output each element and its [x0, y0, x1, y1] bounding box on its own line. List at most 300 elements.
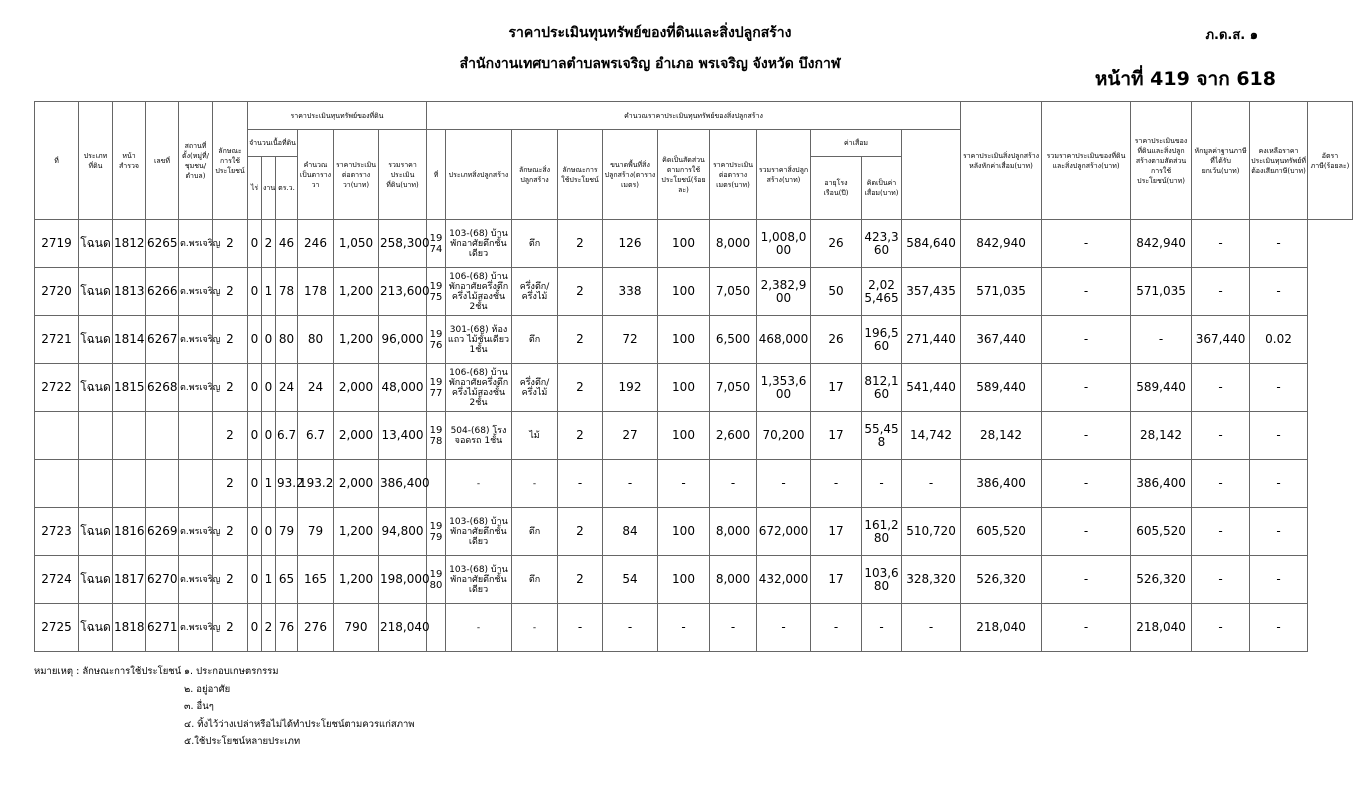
footnote-label: หมายเหตุ : ลักษณะการใช้ประโยชน์: [34, 666, 182, 677]
usage-cell: 2: [213, 220, 248, 268]
col-price-per-wa: ราคาประเมินต่อตารางวา(บาท): [334, 130, 379, 220]
building-total-cell: 468,000: [757, 316, 811, 364]
ngan-cell: 0: [262, 412, 276, 460]
building-nature-cell: -: [512, 460, 558, 508]
grand-total-cell: 589,440: [961, 364, 1042, 412]
survey-page-cell: [113, 412, 146, 460]
area-sqwa-cell: 80: [298, 316, 334, 364]
building-total-cell: -: [757, 460, 811, 508]
building-percent-cell: 100: [658, 268, 710, 316]
building-no-cell: 1974: [427, 220, 446, 268]
table-row: [35, 604, 1353, 652]
proportional-cell: -: [1042, 316, 1131, 364]
rai-cell: 0: [248, 604, 262, 652]
office-name: สำนักงานเทศบาลตำบลพรเจริญ อำเภอ พรเจริญ จังหวัด บึงกาฬ: [459, 56, 841, 72]
after-dep-cell: -: [902, 604, 961, 652]
building-type-cell: 103-(68) บ้านพักอาศัยตึกชั้นเดียว: [446, 508, 512, 556]
col-survey-page: หน้าสำรวจ: [113, 102, 146, 220]
col-building-after-dep: ราคาประเมินสิ่งปลูกสร้างหลังหักค่าเสื่อม(บาท): [961, 102, 1042, 220]
doc-no-cell: 6268: [146, 364, 179, 412]
col-land-total: รวมราคาประเมินที่ดิน(บาท): [379, 130, 427, 220]
remaining-cell: -: [1192, 460, 1250, 508]
wa-cell: 79: [276, 508, 298, 556]
building-nature-cell: ครึ่งตึก/ครึ่งไม้: [512, 364, 558, 412]
col-group-area: จำนวนเนื้อที่ดิน: [248, 130, 298, 157]
land-type-cell: โฉนด: [79, 364, 113, 412]
building-no-cell: 1975: [427, 268, 446, 316]
col-age: อายุโรงเรือน(ปี): [811, 157, 862, 220]
col-building-nature: ลักษณะสิ่งปลูกสร้าง: [512, 130, 558, 220]
building-percent-cell: 100: [658, 220, 710, 268]
col-grand-total: รวมราคาประเมินของที่ดินและสิ่งปลูกสร้าง(บาท): [1042, 102, 1131, 220]
usage-cell: 2: [213, 556, 248, 604]
price-per-wa-cell: 1,050: [334, 220, 379, 268]
col-building-percent: คิดเป็นสัดส่วนตามการใช้ประโยชน์(ร้อยละ): [658, 130, 710, 220]
after-dep-cell: 271,440: [902, 316, 961, 364]
proportional-cell: -: [1042, 364, 1131, 412]
area-sqwa-cell: 246: [298, 220, 334, 268]
building-type-cell: 106-(68) บ้านพักอาศัยครึ่งตึกครึ่งไม้สองชั้น 2ชั้น: [446, 364, 512, 412]
footnote-item: ๑. ประกอบเกษตรกรรม: [184, 666, 279, 677]
wa-cell: 80: [276, 316, 298, 364]
location-cell: ต.พรเจริญ: [179, 604, 213, 652]
building-nature-cell: ตึก: [512, 220, 558, 268]
building-nature-cell: ตึก: [512, 508, 558, 556]
tax-rate-cell: -: [1250, 268, 1308, 316]
after-dep-cell: 541,440: [902, 364, 961, 412]
remaining-cell: 367,440: [1192, 316, 1250, 364]
col-group-depreciation: ค่าเสื่อม: [811, 130, 902, 157]
land-type-cell: โฉนด: [79, 604, 113, 652]
location-cell: ต.พรเจริญ: [179, 268, 213, 316]
col-building-price-m2: ราคาประเมินต่อตารางเมตร(บาท): [710, 130, 757, 220]
building-usage-cell: -: [558, 604, 603, 652]
building-percent-cell: 100: [658, 316, 710, 364]
ngan-cell: 1: [262, 460, 276, 508]
grand-total-cell: 218,040: [961, 604, 1042, 652]
building-area-cell: 72: [603, 316, 658, 364]
land-total-cell: 386,400: [379, 460, 427, 508]
ngan-cell: 2: [262, 604, 276, 652]
col-land-type: ประเภทที่ดิน: [79, 102, 113, 220]
building-nature-cell: ตึก: [512, 556, 558, 604]
area-sqwa-cell: 276: [298, 604, 334, 652]
page-indicator: หน้าที่ 419 จาก 618: [1094, 68, 1276, 90]
building-price-m2-cell: -: [710, 460, 757, 508]
remaining-cell: -: [1192, 220, 1250, 268]
doc-no-cell: 6265: [146, 220, 179, 268]
age-cell: 50: [811, 268, 862, 316]
land-total-cell: 258,300: [379, 220, 427, 268]
building-total-cell: -: [757, 604, 811, 652]
col-building-total: รวมราคาสิ่งปลูกสร้าง(บาท): [757, 130, 811, 220]
survey-page-cell: 1816: [113, 508, 146, 556]
table-row: [35, 268, 1353, 316]
exemption-cell: 526,320: [1131, 556, 1192, 604]
col-rai: ไร่: [248, 157, 262, 220]
remaining-cell: -: [1192, 508, 1250, 556]
survey-page-cell: 1814: [113, 316, 146, 364]
table-row: [35, 412, 1353, 460]
table-row: [35, 556, 1353, 604]
grand-total-cell: 571,035: [961, 268, 1042, 316]
depreciation-cell: 103,680: [862, 556, 902, 604]
footnote-item: ๒. อยู่อาศัย: [184, 683, 231, 695]
building-type-cell: 106-(68) บ้านพักอาศัยครึ่งตึกครึ่งไม้สองชั้น 2ชั้น: [446, 268, 512, 316]
wa-cell: 6.7: [276, 412, 298, 460]
usage-cell: 2: [213, 412, 248, 460]
building-area-cell: 27: [603, 412, 658, 460]
building-total-cell: 70,200: [757, 412, 811, 460]
price-per-wa-cell: 1,200: [334, 556, 379, 604]
building-price-m2-cell: 6,500: [710, 316, 757, 364]
building-nature-cell: ครึ่งตึก/ครึ่งไม้: [512, 268, 558, 316]
area-sqwa-cell: 178: [298, 268, 334, 316]
building-price-m2-cell: 7,050: [710, 268, 757, 316]
depreciation-cell: 196,560: [862, 316, 902, 364]
col-usage: ลักษณะการใช้ประโยชน์: [213, 102, 248, 220]
building-usage-cell: 2: [558, 556, 603, 604]
after-dep-cell: -: [902, 460, 961, 508]
tax-rate-cell: -: [1250, 508, 1308, 556]
land-type-cell: โฉนด: [79, 268, 113, 316]
survey-page-cell: 1812: [113, 220, 146, 268]
usage-cell: 2: [213, 268, 248, 316]
row-no: 2724: [35, 556, 79, 604]
grand-total-cell: 842,940: [961, 220, 1042, 268]
area-sqwa-cell: 193.2: [298, 460, 334, 508]
age-cell: 17: [811, 556, 862, 604]
price-per-wa-cell: 2,000: [334, 364, 379, 412]
exemption-cell: 589,440: [1131, 364, 1192, 412]
area-sqwa-cell: 165: [298, 556, 334, 604]
wa-cell: 78: [276, 268, 298, 316]
building-type-cell: -: [446, 460, 512, 508]
rai-cell: 0: [248, 220, 262, 268]
grand-total-cell: 605,520: [961, 508, 1042, 556]
building-percent-cell: 100: [658, 412, 710, 460]
table-row: [35, 508, 1353, 556]
depreciation-cell: -: [862, 460, 902, 508]
building-total-cell: 432,000: [757, 556, 811, 604]
price-per-wa-cell: 790: [334, 604, 379, 652]
tax-rate-cell: -: [1250, 460, 1308, 508]
col-ngan: งาน: [262, 157, 276, 220]
building-no-cell: 1979: [427, 508, 446, 556]
doc-no-cell: [146, 412, 179, 460]
footnote: [34, 663, 415, 751]
survey-page-cell: 1815: [113, 364, 146, 412]
age-cell: 17: [811, 412, 862, 460]
doc-no-cell: 6269: [146, 508, 179, 556]
depreciation-cell: 55,458: [862, 412, 902, 460]
table-row: [35, 220, 1353, 268]
ngan-cell: 1: [262, 556, 276, 604]
remaining-cell: -: [1192, 412, 1250, 460]
land-type-cell: โฉนด: [79, 508, 113, 556]
footnote-item: ๓. อื่นๆ: [184, 701, 214, 712]
grand-total-cell: 367,440: [961, 316, 1042, 364]
row-no: [35, 460, 79, 508]
doc-no-cell: 6266: [146, 268, 179, 316]
wa-cell: 24: [276, 364, 298, 412]
location-cell: [179, 460, 213, 508]
doc-no-cell: 6271: [146, 604, 179, 652]
building-total-cell: 1,353,600: [757, 364, 811, 412]
col-dep-amount: คิดเป็นค่าเสื่อม(บาท): [862, 157, 902, 220]
exemption-cell: 571,035: [1131, 268, 1192, 316]
building-type-cell: 103-(68) บ้านพักอาศัยตึกชั้นเดียว: [446, 220, 512, 268]
building-price-m2-cell: 8,000: [710, 556, 757, 604]
building-usage-cell: 2: [558, 268, 603, 316]
area-sqwa-cell: 24: [298, 364, 334, 412]
building-area-cell: 54: [603, 556, 658, 604]
survey-page-cell: [113, 460, 146, 508]
grand-total-cell: 28,142: [961, 412, 1042, 460]
usage-cell: 2: [213, 604, 248, 652]
proportional-cell: -: [1042, 460, 1131, 508]
rai-cell: 0: [248, 508, 262, 556]
land-total-cell: 96,000: [379, 316, 427, 364]
building-area-cell: -: [603, 460, 658, 508]
ngan-cell: 0: [262, 316, 276, 364]
building-percent-cell: 100: [658, 364, 710, 412]
after-dep-cell: 14,742: [902, 412, 961, 460]
location-cell: ต.พรเจริญ: [179, 316, 213, 364]
col-area-sqwa: คำนวณเป็นตารางวา: [298, 130, 334, 220]
building-area-cell: 126: [603, 220, 658, 268]
usage-cell: 2: [213, 460, 248, 508]
rai-cell: 0: [248, 460, 262, 508]
building-total-cell: 2,382,900: [757, 268, 811, 316]
wa-cell: 46: [276, 220, 298, 268]
ngan-cell: 1: [262, 268, 276, 316]
location-cell: ต.พรเจริญ: [179, 220, 213, 268]
land-total-cell: 218,040: [379, 604, 427, 652]
wa-cell: 93.2: [276, 460, 298, 508]
rai-cell: 0: [248, 412, 262, 460]
location-cell: [179, 412, 213, 460]
wa-cell: 76: [276, 604, 298, 652]
depreciation-cell: 812,160: [862, 364, 902, 412]
proportional-cell: -: [1042, 604, 1131, 652]
col-building-type: ประเภทสิ่งปลูกสร้าง: [446, 130, 512, 220]
usage-cell: 2: [213, 316, 248, 364]
col-proportional: ราคาประเมินของที่ดินและสิ่งปลูกสร้างตามสัดส่วนการใช้ประโยชน์(บาท): [1131, 102, 1192, 220]
building-no-cell: 1976: [427, 316, 446, 364]
exemption-cell: 218,040: [1131, 604, 1192, 652]
depreciation-cell: 2,025,465: [862, 268, 902, 316]
age-cell: 17: [811, 508, 862, 556]
building-total-cell: 1,008,000: [757, 220, 811, 268]
land-type-cell: [79, 412, 113, 460]
row-no: 2723: [35, 508, 79, 556]
exemption-cell: 842,940: [1131, 220, 1192, 268]
col-wa: ตร.ว.: [276, 157, 298, 220]
area-sqwa-cell: 79: [298, 508, 334, 556]
building-type-cell: 301-(68) ห้องแถว ไม้ชั้นเดียว 1ชั้น: [446, 316, 512, 364]
building-price-m2-cell: 8,000: [710, 508, 757, 556]
row-no: 2725: [35, 604, 79, 652]
col-exemption: หักมูลค่าฐานภาษีที่ได้รับยกเว้น(บาท): [1192, 102, 1250, 220]
rai-cell: 0: [248, 316, 262, 364]
land-type-cell: [79, 460, 113, 508]
table-row: [35, 460, 1353, 508]
doc-no-cell: 6267: [146, 316, 179, 364]
col-doc-no: เลขที่: [146, 102, 179, 220]
building-price-m2-cell: 2,600: [710, 412, 757, 460]
building-percent-cell: 100: [658, 556, 710, 604]
building-usage-cell: 2: [558, 220, 603, 268]
price-per-wa-cell: 1,200: [334, 508, 379, 556]
building-price-m2-cell: -: [710, 604, 757, 652]
depreciation-cell: 161,280: [862, 508, 902, 556]
location-cell: ต.พรเจริญ: [179, 364, 213, 412]
remaining-cell: -: [1192, 556, 1250, 604]
tax-rate-cell: -: [1250, 412, 1308, 460]
building-total-cell: 672,000: [757, 508, 811, 556]
building-area-cell: -: [603, 604, 658, 652]
col-tax-rate: อัตราภาษี(ร้อยละ): [1308, 102, 1353, 220]
building-usage-cell: -: [558, 460, 603, 508]
age-cell: -: [811, 604, 862, 652]
building-no-cell: 1980: [427, 556, 446, 604]
table-row: [35, 364, 1353, 412]
exemption-cell: 28,142: [1131, 412, 1192, 460]
tax-rate-cell: -: [1250, 604, 1308, 652]
row-no: 2721: [35, 316, 79, 364]
row-no: [35, 412, 79, 460]
remaining-cell: -: [1192, 364, 1250, 412]
price-per-wa-cell: 2,000: [334, 460, 379, 508]
location-cell: ต.พรเจริญ: [179, 556, 213, 604]
rai-cell: 0: [248, 268, 262, 316]
building-area-cell: 192: [603, 364, 658, 412]
land-total-cell: 213,600: [379, 268, 427, 316]
wa-cell: 65: [276, 556, 298, 604]
price-per-wa-cell: 1,200: [334, 316, 379, 364]
survey-page-cell: 1818: [113, 604, 146, 652]
proportional-cell: -: [1042, 556, 1131, 604]
tax-rate-cell: -: [1250, 220, 1308, 268]
col-location: สถานที่ตั้ง(หมู่ที่/ชุมชน/ตำบล): [179, 102, 213, 220]
depreciation-cell: -: [862, 604, 902, 652]
land-type-cell: โฉนด: [79, 316, 113, 364]
ngan-cell: 2: [262, 220, 276, 268]
col-building-usage: ลักษณะการใช้ประโยชน์: [558, 130, 603, 220]
building-usage-cell: 2: [558, 412, 603, 460]
col-group-building: คำนวณราคาประเมินทุนทรัพย์ของสิ่งปลูกสร้าง: [427, 102, 961, 130]
assessment-table: [34, 101, 1353, 652]
doc-no-cell: 6270: [146, 556, 179, 604]
land-type-cell: โฉนด: [79, 220, 113, 268]
tax-rate-cell: -: [1250, 556, 1308, 604]
location-cell: ต.พรเจริญ: [179, 508, 213, 556]
area-sqwa-cell: 6.7: [298, 412, 334, 460]
building-nature-cell: -: [512, 604, 558, 652]
after-dep-cell: 357,435: [902, 268, 961, 316]
survey-page-cell: 1813: [113, 268, 146, 316]
age-cell: 26: [811, 316, 862, 364]
grand-total-cell: 526,320: [961, 556, 1042, 604]
building-type-cell: 103-(68) บ้านพักอาศัยตึกชั้นเดียว: [446, 556, 512, 604]
land-type-cell: โฉนด: [79, 556, 113, 604]
proportional-cell: -: [1042, 220, 1131, 268]
building-nature-cell: ไม้: [512, 412, 558, 460]
col-building-no: ที่: [427, 130, 446, 220]
building-area-cell: 338: [603, 268, 658, 316]
exemption-cell: 605,520: [1131, 508, 1192, 556]
usage-cell: 2: [213, 508, 248, 556]
exemption-cell: 386,400: [1131, 460, 1192, 508]
footnote-item: ๕.ใช้ประโยชน์หลายประเภท: [184, 736, 301, 747]
proportional-cell: -: [1042, 268, 1131, 316]
land-total-cell: 198,000: [379, 556, 427, 604]
building-percent-cell: 100: [658, 508, 710, 556]
doc-no-cell: [146, 460, 179, 508]
building-usage-cell: 2: [558, 508, 603, 556]
proportional-cell: -: [1042, 412, 1131, 460]
building-type-cell: -: [446, 604, 512, 652]
building-percent-cell: -: [658, 604, 710, 652]
land-total-cell: 94,800: [379, 508, 427, 556]
row-no: 2719: [35, 220, 79, 268]
building-nature-cell: ตึก: [512, 316, 558, 364]
tax-rate-cell: 0.02: [1250, 316, 1308, 364]
col-group-land: ราคาประเมินทุนทรัพย์ของที่ดิน: [248, 102, 427, 130]
building-usage-cell: 2: [558, 364, 603, 412]
remaining-cell: -: [1192, 604, 1250, 652]
building-percent-cell: -: [658, 460, 710, 508]
tax-rate-cell: -: [1250, 364, 1308, 412]
price-per-wa-cell: 2,000: [334, 412, 379, 460]
row-no: 2722: [35, 364, 79, 412]
building-type-cell: 504-(68) โรงจอดรถ 1ชั้น: [446, 412, 512, 460]
usage-cell: 2: [213, 364, 248, 412]
building-price-m2-cell: 7,050: [710, 364, 757, 412]
grand-total-cell: 386,400: [961, 460, 1042, 508]
proportional-cell: -: [1042, 508, 1131, 556]
rai-cell: 0: [248, 556, 262, 604]
building-no-cell: 1978: [427, 412, 446, 460]
land-total-cell: 13,400: [379, 412, 427, 460]
after-dep-cell: 584,640: [902, 220, 961, 268]
age-cell: 17: [811, 364, 862, 412]
table-row: [35, 316, 1353, 364]
price-per-wa-cell: 1,200: [334, 268, 379, 316]
ngan-cell: 0: [262, 364, 276, 412]
footnote-item: ๔. ทิ้งไว้ว่างเปล่าหรือไม่ได้ทำประโยชน์ตามควรแก่สภาพ: [184, 718, 415, 730]
building-usage-cell: 2: [558, 316, 603, 364]
depreciation-cell: 423,360: [862, 220, 902, 268]
survey-page-cell: 1817: [113, 556, 146, 604]
col-remaining: คงเหลือราคาประเมินทุนทรัพย์ที่ต้องเสียภาษี(บาท): [1250, 102, 1308, 220]
after-dep-cell: 510,720: [902, 508, 961, 556]
building-price-m2-cell: 8,000: [710, 220, 757, 268]
land-total-cell: 48,000: [379, 364, 427, 412]
building-area-cell: 84: [603, 508, 658, 556]
remaining-cell: -: [1192, 268, 1250, 316]
age-cell: -: [811, 460, 862, 508]
form-code: ภ.ด.ส. ๑: [1205, 28, 1258, 43]
building-no-cell: 1977: [427, 364, 446, 412]
col-no: ที่: [35, 102, 79, 220]
exemption-cell: -: [1131, 316, 1192, 364]
ngan-cell: 0: [262, 508, 276, 556]
row-no: 2720: [35, 268, 79, 316]
rai-cell: 0: [248, 364, 262, 412]
col-building-area: ขนาดพื้นที่สิ่งปลูกสร้าง(ตารางเมตร): [603, 130, 658, 220]
